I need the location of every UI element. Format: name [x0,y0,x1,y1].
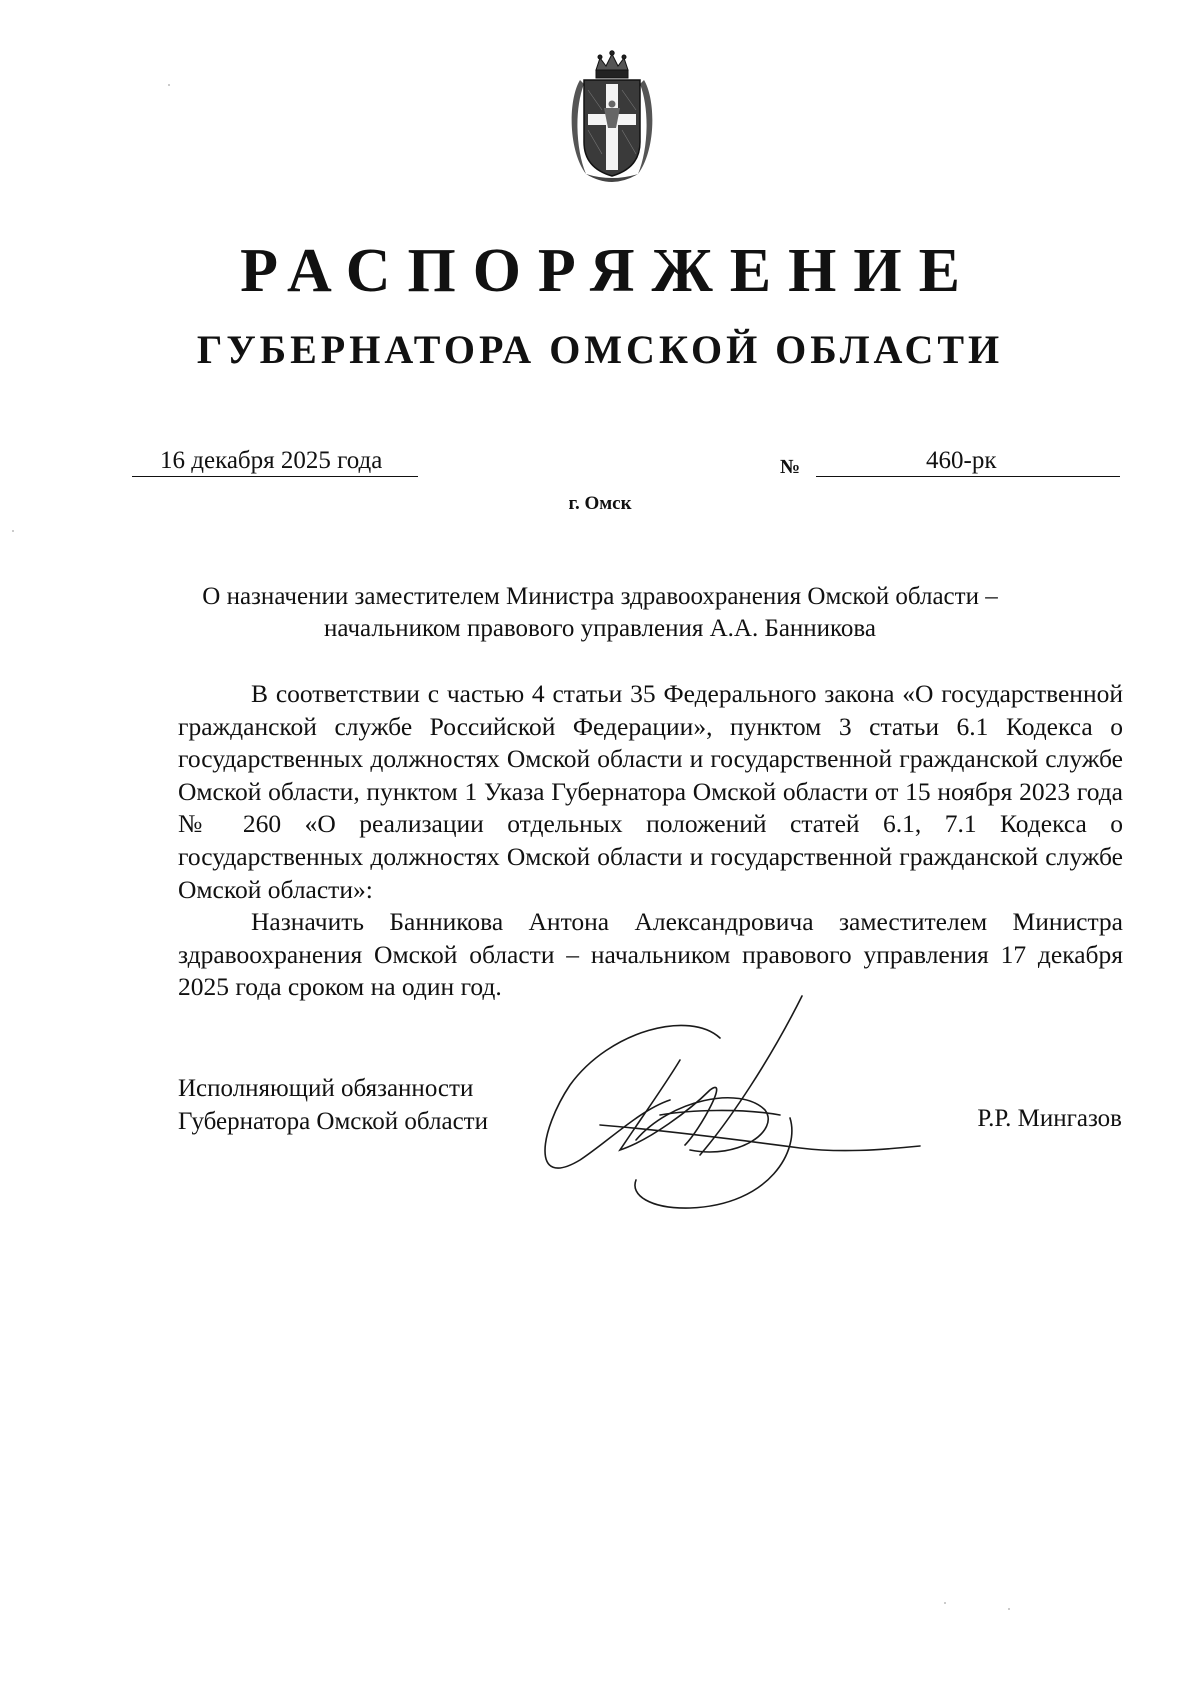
document-date: 16 декабря 2025 года [160,447,383,474]
subject-line: начальником правового управления А.А. Банникова [323,615,876,642]
scan-speck [168,84,170,86]
signature-icon [540,990,950,1215]
number-field [816,442,1120,477]
document-subject [150,581,1050,645]
signatory-position-line: Исполняющий обязанности [178,1075,474,1102]
scan-speck [12,530,14,532]
number-sign: № [780,456,801,478]
subject-line: О назначении заместителем Министра здравоохранения Омской области – [202,583,998,610]
document-city: г. Омск [568,493,632,514]
document-body [178,678,1123,1004]
date-field [132,442,418,477]
body-paragraph: В соответствии с частью 4 статьи 35 Федерального закона «О государственной гражданской службе Российской Федерации», пунктом 3 статьи 6.1 Кодекса о государственных должностях Омской области и государственной гражданской службе Омской области, пунктом 1 Указа Губернатора Омской области от 15 ноября 2023 года № 260 «О реализации отдельных положений статей 6.1, 7.1 Кодекса о государственных должностях Омской области и государственной гражданской службе Омской области»: [178,679,1123,904]
document-number: 460-рк [926,447,997,474]
scan-speck [944,1602,946,1604]
signatory-position-line: Губернатора Омской области [178,1108,488,1135]
coat-of-arms-icon [566,50,658,190]
scan-speck [1008,1608,1010,1610]
signatory-name: Р.Р. Мингазов [977,1105,1122,1132]
signatory-position [178,1072,488,1138]
document-issuer: ГУБЕРНАТОРА ОМСКОЙ ОБЛАСТИ [196,327,1004,372]
body-paragraph: Назначить Банникова Антона Александровича заместителем Министра здравоохранения Омской области – начальником правового управления 17 декабря 2025 года сроком на один год. [178,907,1123,1002]
document-title: РАСПОРЯЖЕНИЕ [240,237,977,305]
